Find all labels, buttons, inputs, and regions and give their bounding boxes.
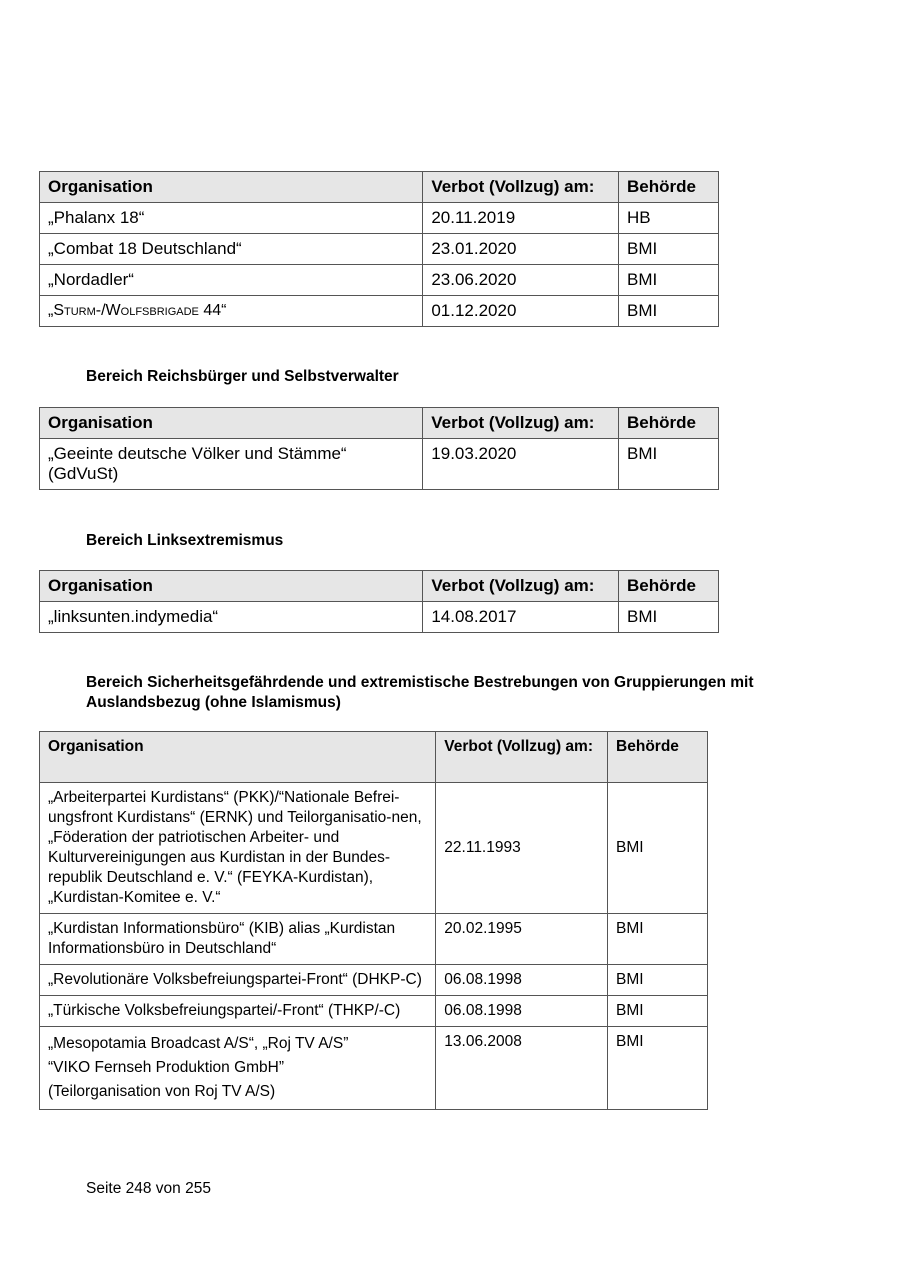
cell-verbot: 20.02.1995 xyxy=(436,914,608,965)
header-organisation: Organisation xyxy=(40,172,423,203)
cell-organisation: „Revolutionäre Volksbefreiungspartei-Front“ (DHKP-C) xyxy=(40,965,436,996)
cell-behoerde: BMI xyxy=(608,1027,708,1110)
cell-organisation: „Sturm-/Wolfsbrigade 44“ xyxy=(40,296,423,327)
header-verbot: Verbot (Vollzug) am: xyxy=(423,408,619,439)
table-row xyxy=(40,203,719,234)
table-rechtsextremismus xyxy=(39,171,719,327)
table-reichsbuerger xyxy=(39,407,719,490)
cell-behoerde: BMI xyxy=(619,265,719,296)
section-heading-linksextremismus: Bereich Linksextremismus xyxy=(86,532,284,549)
cell-verbot: 14.08.2017 xyxy=(423,602,619,633)
cell-organisation xyxy=(40,1027,436,1110)
cell-behoerde: BMI xyxy=(619,234,719,265)
table-auslandsbezug xyxy=(39,731,708,1110)
table-row xyxy=(40,783,708,914)
cell-organisation: „Phalanx 18“ xyxy=(40,203,423,234)
cell-behoerde: HB xyxy=(619,203,719,234)
header-organisation: Organisation xyxy=(40,408,423,439)
cell-verbot: 13.06.2008 xyxy=(436,1027,608,1110)
table-row xyxy=(40,996,708,1027)
table-row xyxy=(40,296,719,327)
page-number: Seite 248 von 255 xyxy=(86,1180,211,1197)
cell-organisation: „Kurdistan Informationsbüro“ (KIB) alias „Kurdistan Informationsbüro in Deutschland“ xyxy=(40,914,436,965)
cell-organisation: „Nordadler“ xyxy=(40,265,423,296)
table-header-row xyxy=(40,172,719,203)
cell-verbot: 01.12.2020 xyxy=(423,296,619,327)
section-heading-reichsbuerger: Bereich Reichsbürger und Selbstverwalter xyxy=(86,368,399,385)
header-organisation: Organisation xyxy=(40,571,423,602)
cell-behoerde: BMI xyxy=(608,965,708,996)
table-row xyxy=(40,602,719,633)
cell-verbot: 06.08.1998 xyxy=(436,965,608,996)
table-row xyxy=(40,234,719,265)
table-row xyxy=(40,265,719,296)
header-behoerde: Behörde xyxy=(608,732,708,783)
table-linksextremismus xyxy=(39,570,719,633)
header-behoerde: Behörde xyxy=(619,408,719,439)
table-row xyxy=(40,1027,708,1110)
cell-verbot: 20.11.2019 xyxy=(423,203,619,234)
cell-verbot: 22.11.1993 xyxy=(436,783,608,914)
header-verbot: Verbot (Vollzug) am: xyxy=(423,172,619,203)
section-heading-auslandsbezug: Bereich Sicherheitsgefährdende und extremistische Bestrebungen von Gruppierungen mit Auslandsbezug (ohne Islamismus) xyxy=(86,674,754,711)
table-header-row xyxy=(40,571,719,602)
table-row xyxy=(40,439,719,490)
cell-behoerde: BMI xyxy=(608,914,708,965)
cell-behoerde: BMI xyxy=(619,602,719,633)
table-header-row xyxy=(40,408,719,439)
header-behoerde: Behörde xyxy=(619,172,719,203)
table-row xyxy=(40,965,708,996)
table-header-row xyxy=(40,732,708,783)
cell-behoerde: BMI xyxy=(619,296,719,327)
cell-behoerde: BMI xyxy=(608,996,708,1027)
cell-organisation: „Türkische Volksbefreiungspartei/-Front“ (THKP/-C) xyxy=(40,996,436,1027)
cell-verbot: 19.03.2020 xyxy=(423,439,619,490)
header-organisation: Organisation xyxy=(40,732,436,783)
cell-organisation-line: “VIKO Fernseh Produktion GmbH” xyxy=(48,1059,285,1076)
header-verbot: Verbot (Vollzug) am: xyxy=(436,732,608,783)
cell-behoerde: BMI xyxy=(608,783,708,914)
cell-behoerde: BMI xyxy=(619,439,719,490)
cell-organisation-line: (Teilorganisation von Roj TV A/S) xyxy=(48,1083,276,1100)
cell-verbot: 23.06.2020 xyxy=(423,265,619,296)
cell-organisation: „Geeinte deutsche Völker und Stämme“ (GdVuSt) xyxy=(40,439,423,490)
cell-verbot: 23.01.2020 xyxy=(423,234,619,265)
cell-organisation: „Combat 18 Deutschland“ xyxy=(40,234,423,265)
table-row xyxy=(40,914,708,965)
cell-verbot: 06.08.1998 xyxy=(436,996,608,1027)
cell-organisation: „Arbeiterpartei Kurdistans“ (PKK)/“Nationale Befrei-ungsfront Kurdistans“ (ERNK) und Teilorganisatio-nen, „Föderation der patriotischen Arbeiter- und Kulturvereinigungen aus Kurdistan in der Bundes-republik Deutschland e. V.“ (FEYKA-Kurdistan), „Kurdistan-Komitee e. V.“ xyxy=(40,783,436,914)
header-behoerde: Behörde xyxy=(619,571,719,602)
header-verbot: Verbot (Vollzug) am: xyxy=(423,571,619,602)
cell-organisation: „linksunten.indymedia“ xyxy=(40,602,423,633)
cell-organisation-line: „Mesopotamia Broadcast A/S“, „Roj TV A/S” xyxy=(48,1035,349,1052)
